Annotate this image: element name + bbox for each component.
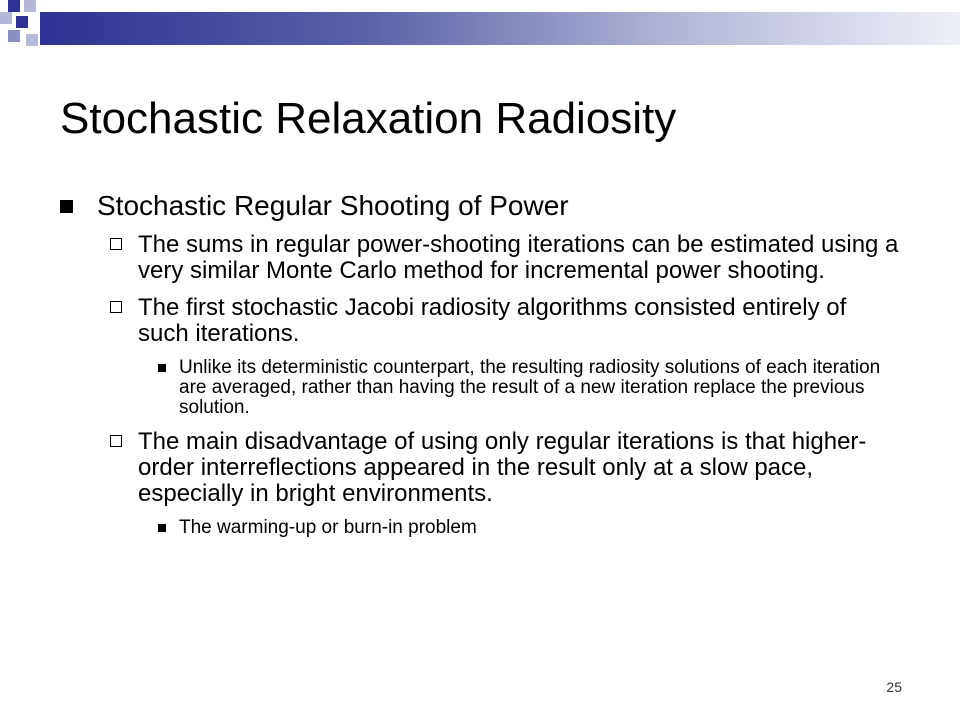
header-gradient-bar xyxy=(40,12,960,45)
decor-square xyxy=(8,0,20,12)
page-number: 25 xyxy=(886,679,902,695)
decor-square xyxy=(24,0,36,12)
decor-square xyxy=(0,12,12,24)
bullet-level2 xyxy=(60,232,900,284)
bullet-text: The sums in regular power-shooting iterations can be estimated using a very similar Monte Carlo method for incremental power shooting. xyxy=(138,231,899,284)
bullet-level1 xyxy=(60,190,900,222)
slide-content xyxy=(60,190,900,549)
bullet-text: The first stochastic Jacobi radiosity algorithms consisted entirely of such iterations. xyxy=(138,294,847,347)
hollow-square-bullet-icon xyxy=(110,238,122,250)
bullet-text: The main disadvantage of using only regular iterations is that higher-order interreflections appeared in the result only at a slow pace, especially in bright environments. xyxy=(138,428,867,507)
hollow-square-bullet-icon xyxy=(110,435,122,447)
decor-square xyxy=(16,16,28,28)
bullet-text: The warming-up or burn-in problem xyxy=(179,517,477,538)
bullet-level2 xyxy=(60,295,900,347)
decor-square xyxy=(26,34,38,46)
small-square-bullet-icon xyxy=(158,524,166,532)
bullet-level2 xyxy=(60,429,900,507)
bullet-text: Stochastic Regular Shooting of Power xyxy=(97,190,569,221)
bullet-level3 xyxy=(60,358,900,418)
small-square-bullet-icon xyxy=(158,364,166,372)
square-bullet-icon xyxy=(60,200,73,213)
slide-title: Stochastic Relaxation Radiosity xyxy=(60,94,677,143)
bullet-text: Unlike its deterministic counterpart, the resulting radiosity solutions of each iteration are averaged, rather than having the result of a new iteration replace the previous solution. xyxy=(179,357,881,418)
bullet-level3 xyxy=(60,518,900,538)
hollow-square-bullet-icon xyxy=(110,301,122,313)
decor-square xyxy=(8,30,20,42)
